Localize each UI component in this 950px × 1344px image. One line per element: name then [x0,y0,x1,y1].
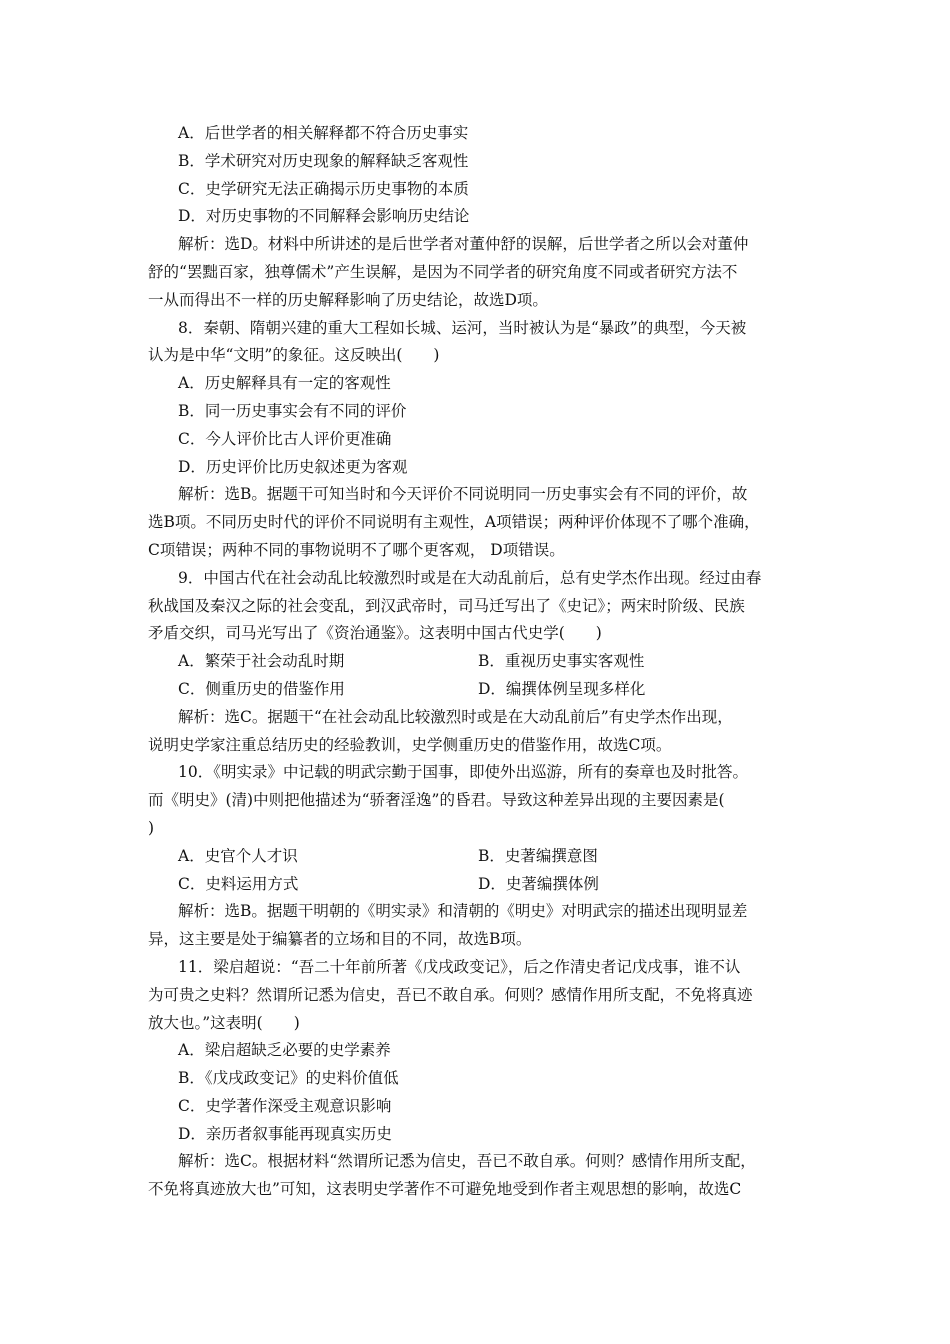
q11-option-a: A．梁启超缺乏必要的史学素养 [178,1041,391,1060]
q10-options-row [148,843,808,871]
q9-option-c: C．侧重历史的借鉴作用 [178,679,345,698]
q8-option-a: A．历史解释具有一定的客观性 [178,374,391,393]
question-9 [148,565,808,760]
q7-analysis-line: 舒的“罢黜百家，独尊儒术”产生误解，是因为不同学者的研究角度不同或者研究方法不 [148,262,738,281]
q10-analysis-line: 解析：选B。据题干明朝的《明实录》和清朝的《明史》对明武宗的描述出现明显差 [178,902,748,921]
q11-analysis-line: 解析：选C。根据材料“然谓所记悉为信史，吾已不敢自承。何则？感情作用所支配， [178,1152,756,1171]
q10-analysis-line: 异，这主要是处于编纂者的立场和目的不同，故选B项。 [148,930,532,949]
q10-option-a: A．史官个人才识 [178,846,298,865]
question-11 [148,954,808,1204]
q10-option-d: D．史著编撰体例 [478,874,599,893]
q9-analysis-line: 解析：选C。据题干“在社会动乱比较激烈时或是在大动乱前后”有史学杰作出现， [178,707,733,726]
q7-option-b: B．学术研究对历史现象的解释缺乏客观性 [178,151,469,170]
q11-stem-line: 11．梁启超说：“吾二十年前所著《戊戌政变记》，后之作清史者记戊戌事，谁不认 [178,957,741,976]
q9-stem-line: 9．中国古代在社会动乱比较激烈时或是在大动乱前后，总有史学杰作出现。经过由春 [178,568,762,587]
q11-option-b: B．《戊戌政变记》的史料价值低 [178,1069,399,1088]
q9-option-b: B．重视历史事实客观性 [478,652,645,671]
q9-analysis-line: 说明史学家注重总结历史的经验教训，史学侧重历史的借鉴作用，故选C项。 [148,735,672,754]
question-8 [148,315,808,565]
q9-options-row [148,648,808,676]
q7-analysis-line: 一从而得出不一样的历史解释影响了历史结论，故选D项。 [148,290,548,309]
q8-stem-line: 认为是中华“文明”的象征。这反映出( ) [148,346,440,365]
q7-option-c: C．史学研究无法正确揭示历史事物的本质 [178,179,469,198]
q11-stem-line: 为可贵之史料？然谓所记悉为信史，吾已不敢自承。何则？感情作用所支配，不免将真迹 [148,985,753,1004]
q10-stem-line: 10．《明实录》中记载的明武宗勤于国事，即使外出巡游，所有的奏章也及时批答。 [178,763,748,782]
q8-analysis-line: 解析：选B。据题干可知当时和今天评价不同说明同一历史事实会有不同的评价，故 [178,485,748,504]
q10-option-b: B．史著编撰意图 [478,846,598,865]
q9-option-d: D．编撰体例呈现多样化 [478,679,646,698]
q11-option-c: C．史学著作深受主观意识影响 [178,1096,392,1115]
q8-option-b: B．同一历史事实会有不同的评价 [178,401,407,420]
q7-analysis-line: 解析：选D。材料中所讲述的是后世学者对董仲舒的误解，后世学者之所以会对董仲 [178,235,749,254]
q11-stem-line: 放大也。”这表明( ) [148,1013,300,1032]
q7-option-a: A．后世学者的相关解释都不符合历史事实 [178,124,469,142]
q10-options-row [148,871,808,899]
q10-stem-line: ) [148,818,155,837]
question-10 [148,759,808,954]
q9-stem-line: 矛盾交织，司马光写出了《资治通鉴》。这表明中国古代史学( ) [148,624,602,643]
q9-option-a: A．繁荣于社会动乱时期 [178,652,345,671]
q8-analysis-line: C项错误；两种不同的事物说明不了哪个更客观， D项错误。 [148,540,565,559]
q7-option-d: D．对历史事物的不同解释会影响历史结论 [178,207,470,226]
q11-option-d: D．亲历者叙事能再现真实历史 [178,1124,392,1143]
q9-stem-line: 秋战国及秦汉之际的社会变乱，到汉武帝时，司马迁写出了《史记》；两宋时阶级、民族 [148,596,745,615]
q8-analysis-line: 选B项。不同历史时代的评价不同说明有主观性，A项错误；两种评价体现不了哪个准确， [148,513,760,532]
q11-analysis-line: 不免将真迹放大也”可知，这表明史学著作不可避免地受到作者主观思想的影响，故选C [148,1180,742,1199]
q8-option-c: C．今人评价比古人评价更准确 [178,429,392,448]
q8-option-d: D．历史评价比历史叙述更为客观 [178,457,408,476]
document-body [148,120,808,1204]
q10-option-c: C．史料运用方式 [178,874,299,893]
q10-stem-line: 而《明史》(清)中则把他描述为“骄奢淫逸”的昏君。导致这种差异出现的主要因素是( [148,791,725,810]
q9-options-row [148,676,808,704]
question-7 [148,120,808,315]
q8-stem-line: 8．秦朝、隋朝兴建的重大工程如长城、运河，当时被认为是“暴政”的典型，今天被 [178,318,747,337]
